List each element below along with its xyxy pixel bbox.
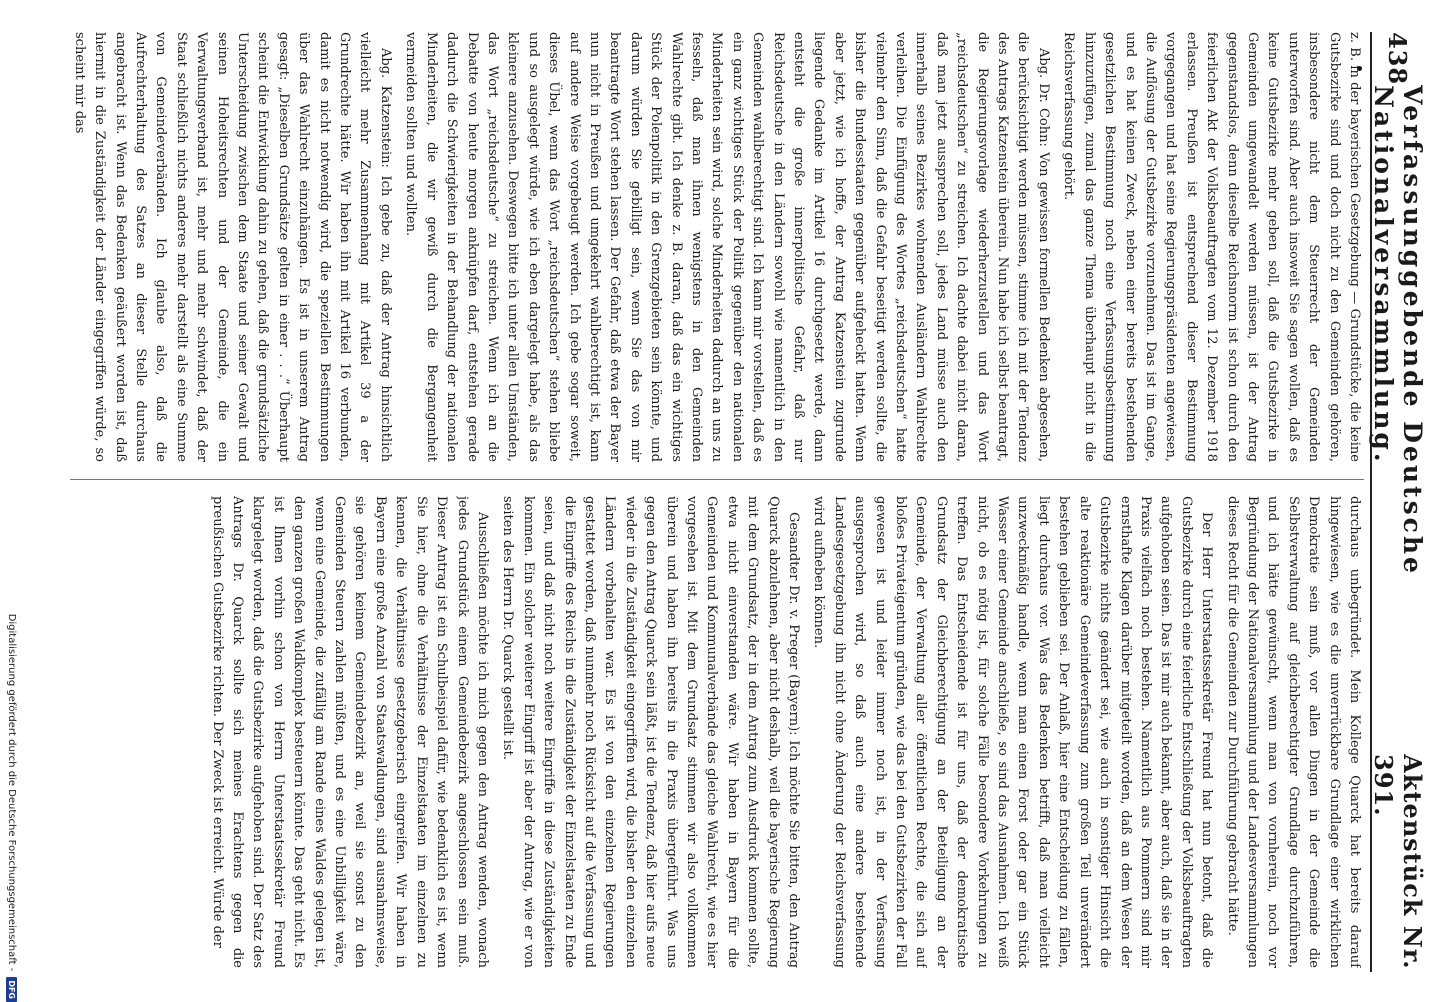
paragraph: Der Herr Unterstaatssekretär Freund hat nun betont, daß die Gutsbezirke durch eine feierliche Entschließung der Volksbeauftragten aufgehoben seien. Das ist mir auch bekannt, aber auch, daß sie in der Praxis vielfach noch bestehen. Namentlich aus Pommern sind mir ernsthafte Klagen darüber mitgeteilt worden, daß an dem Wesen der Gutsbezirke nichts geändert sei, wie auch in sonstiger Hinsicht die alte reaktionäre Gemeindeverfassung zum großen Teil unverändert bestehen geblieben sei. Der Anlaß, hier eine Entscheidung zu fällen, liegt durchaus vor. Was das Bedenken betrifft, daß man vielleicht unzweckmäßig handle, wenn man einen Forst oder gar ein Stück Wasser einer Gemeinde anschließe, so sind das Ausnahmen. Ich weiß nicht, ob es nötig ist, für solche Fälle besondere Vorkehrungen zu treffen. Das Entscheidende ist für uns, daß der demokratische Grundsatz der Gleichberechtigung an der Beteiligung an der Gemeinde, der Verwaltung aller öffentlichen Rechte, die sich auf bloßes Privateigentum gründen, wie das bei den Gutsbezirken der Fall gewesen ist und leider immer noch ist, in der Verfassung ausgesprochen wird, so daß auch eine andere bestehende Landesgesetzgebung ihn nicht ohne Änderung der Reichsverfassung wird aufheben können. — [811, 496, 1215, 968]
credit-text: Digitalisierung gefördert durch die Deutsche Forschungsgemeinschaft - — [6, 613, 17, 972]
digitization-credit — [6, 2, 17, 1002]
paragraph: durchaus unbegründet. Mein Kollege Quarck hat bereits darauf hingewiesen, wie es die unverrückbare Grundlage einer wirklichen Demokratie sein muß, vor allen Dingen in der Gemeinde die Selbstverwaltung auf gleichberechtigter Grundlage durchzuführen, und ich hätte gewünscht, wenn man von vornherein, noch vor Begründung der Nationalversammlung und der Landesversammlungen dieses Recht für die Gemeinden zur Durchführung gebracht hätte. — [1224, 496, 1362, 968]
right-column — [60, 496, 1364, 968]
column-divider — [70, 479, 1364, 480]
paragraph: Abg. Katzenstein: Ich gebe zu, daß der Antrag hinsichtlich vielleicht mehr Zusammenhang mit Artikel 39 a der Grundrechte hätte. Wir haben ihn mit Artikel 16 verbunden, damit es nicht notwendig wird, die speziellen Bestimmungen über das Wahlrecht einzuhängen. Es ist in unserem Antrag gesagt: „Dieselben Grundsätze gelten in einer . . .“ Überhaupt scheint die Entwicklung dahin zu gehen, daß die grundsätzliche Unterscheidung zwischen dem Staate und seiner Gewalt und seinen Hoheitsrechten und der Gemeinde, die ein Verwaltungsverband ist, mehr und mehr schwindet, daß der Staat schließlich nichts anderes mehr darstellt als eine Summe von Gemeindeverbänden. Ich glaube also, daß die Aufrechterhaltung des Satzes an dieser Stelle durchaus angebracht ist. Wenn das Bedenken geäußert worden ist, daß hiermit in die Zuständigkeit der Länder eingegriffen würde, so scheint mir das — [71, 32, 393, 462]
page-header — [1369, 32, 1427, 972]
paragraph: Abg. Dr. Cohn: Von gewissen formellen Bedenken abgesehen, die berücksichtigt werden müssen, stimme ich mit der Tendenz des Antrags Katzenstein überein. Nun habe ich selbst beantragt, die Regierungsvorlage wiederherzustellen und das Wort „reichsdeutschen“ zu streichen. Ich dachte dabei nicht daran, daß man jetzt aussprechen soll, jedes Land müsse auch den innerhalb seines Bezirkes wohnenden Ausländern Wahlrechte verleihen. Die Einfügung des Wortes „reichsdeutschen“ hatte vielmehr den Sinn, daß die Gefahr beseitigt werden sollte, die bisher die Bundesstaaten gegenüber aufgeheckt hatten. Wenn aber jetzt, wie ich hoffe, der Antrag Katzenstein zugrunde liegende Gedanke im Artikel 16 durchgesetzt werde, dann entsteht die große innerpolitische Gefahr, daß nur Reichsdeutsche in den Ländern sowohl wie namentlich in den Gemeinden wahlberechtigt sind. Ich kann mir vorstellen, daß es ein ganz wichtiges Stück der Politik gegenüber den nationalen Minderheiten sein wird, solche Minderheiten dadurch an uns zu fesseln, daß man ihnen wenigstens in den Gemeinden Wahlrechte gibt. Ich denke z. B. daran, daß das ein wichtiges Stück der Polenpolitik in den Grenzgebieten sein könnte, und darum würden Sie gebilligt sein, wenn Sie das von mir beantragte Wort stehen lassen. Der Gefahr, daß etwa der Bayer nun nicht in Preußen und umgekehrt wahlberechtigt ist, kann auf andere Weise vorgebeugt werden. Ich gebe sogar soweit, dieses Übel, wenn das Wort „reichsdeutschen“ stehen bliebe und so ausgelegt würde, wie ich eben dargelegt habe, als das kleinere anzusehen. Deswegen bitte ich unter allen Umständen, das Wort „reichsdeutsche“ zu streichen. Wenn ich an die Debatte von heute morgen anknüpfen darf, entstehen gerade dadurch die Schwierigkeiten in der Behandlung der nationalen Minderheiten, die wir gewiß durch die Bergangenheit vermeiden sollten und wollten. — [403, 32, 1051, 462]
document-reference: Aktenstück Nr. 391. — [1369, 754, 1427, 970]
paragraph: Gesandter Dr. v. Preger (Bayern): Ich möchte Sie bitten, den Antrag Quarck abzulehnen, aber nicht deshalb, weil die bayerische Regierung mit dem Grundsatz, der in dem Antrag zum Ausdruck kommen sollte, etwa nicht einverstanden wäre. Wir haben in Bayern für die Gemeinden und Kommunalverbände das gleiche Wahlrecht, wie es hier vorgesehen ist. Mit dem Grundsatz stimmen wir also vollkommen überein und haben ihn bereits in die Praxis übergeführt. Was uns gegen den Antrag Quarck sein läßt, ist die Tendenz, daß hier aufs neue wieder in die Zuständigkeit eingegriffen wird, die bisher den einzelnen Ländern vorbehalten war. Es ist von den einzelnen Regierungen gestattet worden, daß nunmehr noch Rücksicht auf die Verfassung und die Eingriffe des Reichs in die Zuständigkeit der Einzelstaaten zu Ende seien, und daß nicht noch weitere Eingriffe in diese Zuständigkeiten kommen. Ein solcher weiterer Eingriff ist aber der Antrag, wie er von seiten des Herrn Dr. Quarck gestellt ist. — [500, 496, 802, 968]
left-column — [60, 32, 1364, 462]
dfg-logo: DFG — [6, 977, 17, 1002]
paragraph: z. B. in der bayerischen Gesetzgebung — Grundstücke, die keine Gutsbezirke sind und doch nicht zu den Gemeinden gehören, insbesondere nicht dem Steuerrecht der Gemeinden unterworfen sind. Aber auch insoweit Sie sagen wollen, daß es keine Gutsbezirke mehr geben soll, daß die Gutsbezirke in Gemeinden umgewandelt werden müssen, ist der Antrag gegenstandslos, denn dieselbe Reichsnorm ist schon durch den feierlichen Akt der Volksbeauftragten vom 12. Dezember 1918 erlassen. Preußen ist entsprechend dieser Bestimmung vorgegangen und hat seine Regierungspräsidenten angewiesen, die Auflösung der Gutsbezirke vorzunehmen. Das ist im Gange, und es hat keinen Zweck, neben einer bereits bestehenden gesetzlichen Bestimmung noch eine Verfassungsbestimmung hinzuzufügen, zumal das ganze Thema überhaupt nicht in die Reichsverfassung gehört. — [1061, 32, 1362, 462]
running-title: Verfassunggebende Deutsche Nationalversammlung. — [1369, 85, 1427, 576]
paragraph: Ausschließen möchte ich mich gegen den Antrag wenden, wonach jedes Grundstück einem Gemeindebezirk angeschlossen sein muß. Dieser Antrag ist ein Schulbeispiel dafür, wie bedenklich es ist, wenn Sie hier, ohne die Verhältnisse der Einzelstaaten im einzelnen zu kennen, die Verhältnisse gesetzgeberisch eingreifen. Wir haben in Bayern eine große Anzahl von Staatswaldungen, sind ausnahmsweise, sie gehören keinem Gemeindebezirk an, weil sie sonst zu den Gemeinden Steuern zahlen müßten, und es eine Unbilligkeit wäre, wenn eine Gemeinde, die zufällig am Rande eines Waldes gelegen ist, den ganzen großen Waldkomplex besteuern könnte. Das geht nicht. Es ist Ihnen vorhin schon von Herrn Unterstaatssekretär Freund klargelegt worden, daß die Gutsbezirke aufgehoben sind. Der Satz des Antrags Dr. Quarck sollte sich meines Erachtens gegen die preußischen Gutsbezirke richten. Der Zweck ist erreicht. Würde der — [209, 496, 490, 968]
page-number: 438 — [1383, 32, 1413, 86]
